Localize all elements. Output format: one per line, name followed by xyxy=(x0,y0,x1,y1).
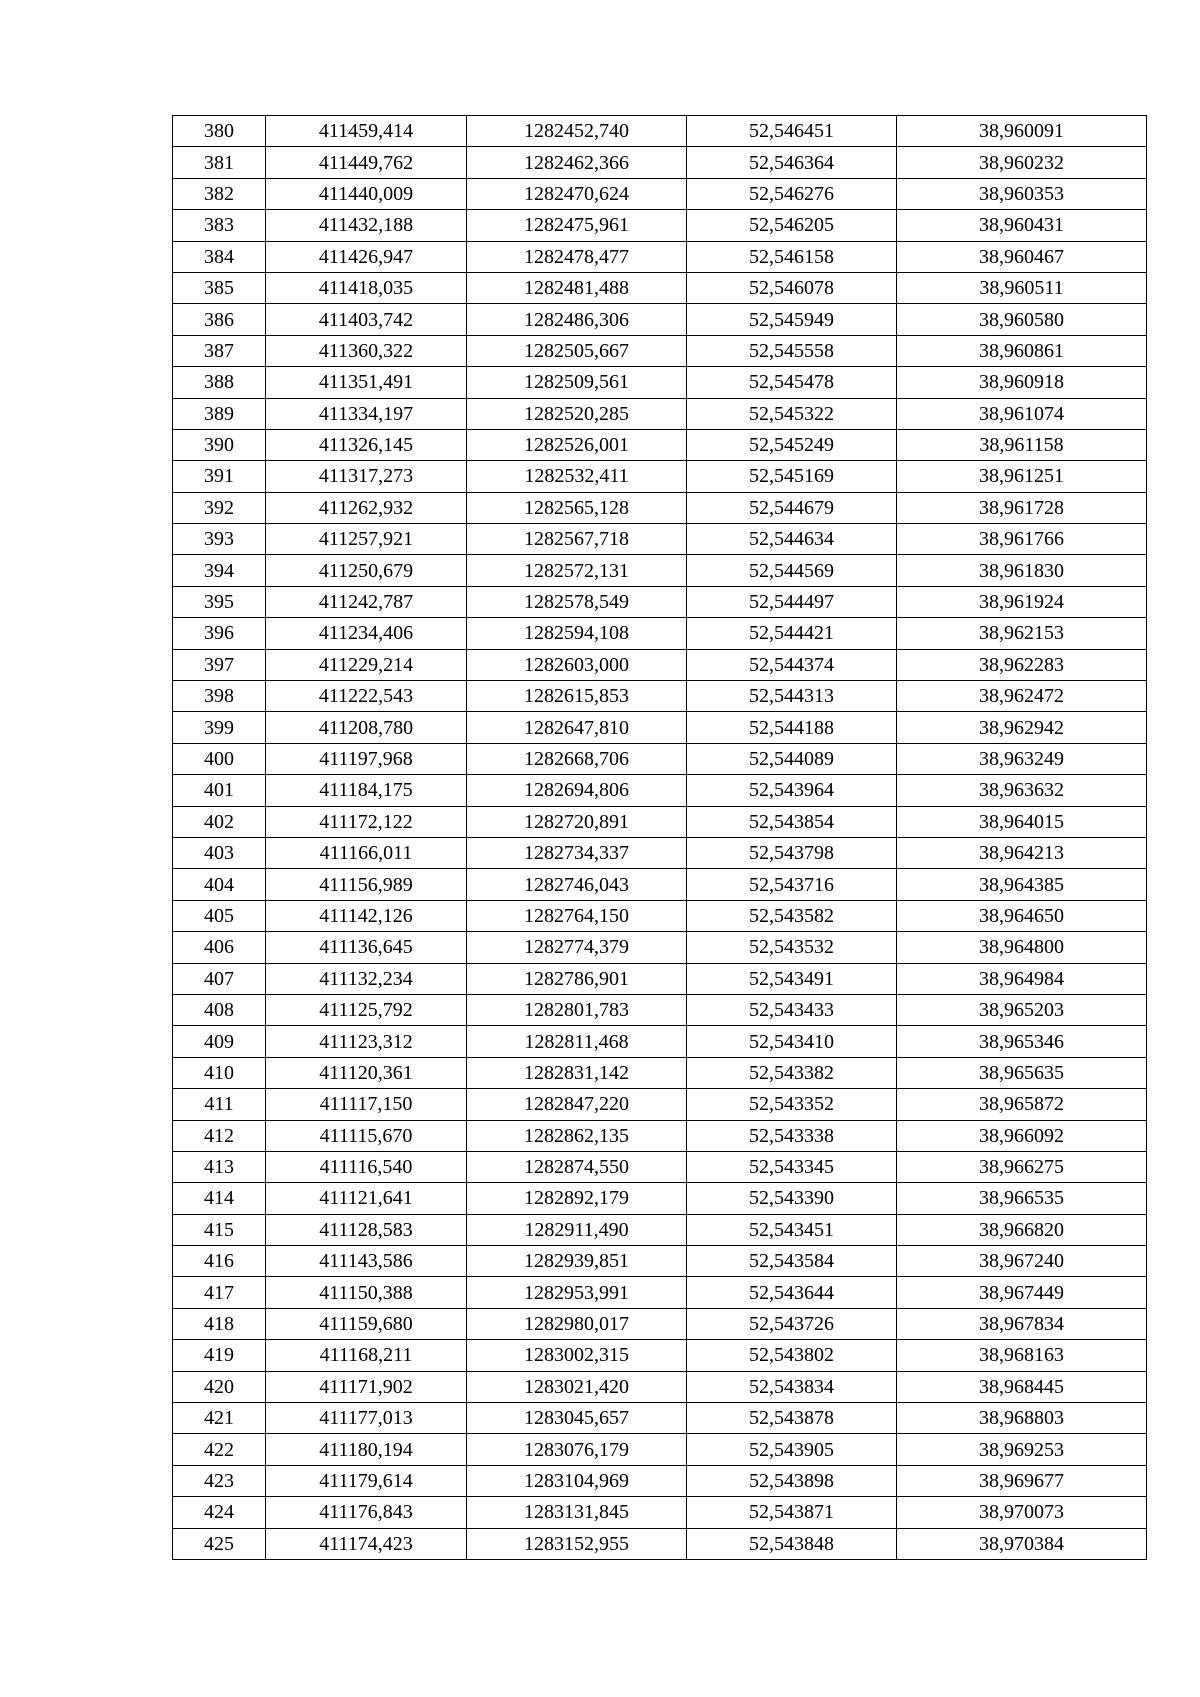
x-coordinate-cell: 411184,175 xyxy=(266,775,467,806)
latitude-cell: 52,544569 xyxy=(687,555,897,586)
y-coordinate-cell: 1282847,220 xyxy=(467,1089,687,1120)
point-number-cell: 418 xyxy=(173,1308,266,1339)
y-coordinate-cell: 1283131,845 xyxy=(467,1497,687,1528)
y-coordinate-cell: 1283021,420 xyxy=(467,1371,687,1402)
latitude-cell: 52,545322 xyxy=(687,398,897,429)
x-coordinate-cell: 411180,194 xyxy=(266,1434,467,1465)
y-coordinate-cell: 1282478,477 xyxy=(467,241,687,272)
latitude-cell: 52,544634 xyxy=(687,524,897,555)
longitude-cell: 38,963249 xyxy=(897,743,1147,774)
point-number-cell: 419 xyxy=(173,1340,266,1371)
y-coordinate-cell: 1282746,043 xyxy=(467,869,687,900)
longitude-cell: 38,964213 xyxy=(897,837,1147,868)
latitude-cell: 52,543433 xyxy=(687,994,897,1025)
longitude-cell: 38,967834 xyxy=(897,1308,1147,1339)
x-coordinate-cell: 411177,013 xyxy=(266,1403,467,1434)
latitude-cell: 52,545249 xyxy=(687,429,897,460)
latitude-cell: 52,543582 xyxy=(687,900,897,931)
table-row xyxy=(173,335,1147,366)
longitude-cell: 38,961074 xyxy=(897,398,1147,429)
longitude-cell: 38,964650 xyxy=(897,900,1147,931)
latitude-cell: 52,544679 xyxy=(687,492,897,523)
latitude-cell: 52,545478 xyxy=(687,367,897,398)
table-row xyxy=(173,461,1147,492)
x-coordinate-cell: 411172,122 xyxy=(266,806,467,837)
y-coordinate-cell: 1282532,411 xyxy=(467,461,687,492)
y-coordinate-cell: 1282911,490 xyxy=(467,1214,687,1245)
table-row xyxy=(173,524,1147,555)
table-row xyxy=(173,429,1147,460)
point-number-cell: 398 xyxy=(173,681,266,712)
table-row xyxy=(173,900,1147,931)
x-coordinate-cell: 411168,211 xyxy=(266,1340,467,1371)
table-row xyxy=(173,1434,1147,1465)
table-row xyxy=(173,241,1147,272)
x-coordinate-cell: 411123,312 xyxy=(266,1026,467,1057)
point-number-cell: 397 xyxy=(173,649,266,680)
x-coordinate-cell: 411449,762 xyxy=(266,147,467,178)
point-number-cell: 410 xyxy=(173,1057,266,1088)
point-number-cell: 409 xyxy=(173,1026,266,1057)
x-coordinate-cell: 411159,680 xyxy=(266,1308,467,1339)
point-number-cell: 405 xyxy=(173,900,266,931)
y-coordinate-cell: 1282505,667 xyxy=(467,335,687,366)
table-row xyxy=(173,367,1147,398)
x-coordinate-cell: 411150,388 xyxy=(266,1277,467,1308)
x-coordinate-cell: 411120,361 xyxy=(266,1057,467,1088)
y-coordinate-cell: 1282470,624 xyxy=(467,178,687,209)
latitude-cell: 52,546364 xyxy=(687,147,897,178)
x-coordinate-cell: 411250,679 xyxy=(266,555,467,586)
longitude-cell: 38,961830 xyxy=(897,555,1147,586)
table-row xyxy=(173,649,1147,680)
point-number-cell: 394 xyxy=(173,555,266,586)
longitude-cell: 38,967449 xyxy=(897,1277,1147,1308)
latitude-cell: 52,543716 xyxy=(687,869,897,900)
y-coordinate-cell: 1282764,150 xyxy=(467,900,687,931)
point-number-cell: 386 xyxy=(173,304,266,335)
y-coordinate-cell: 1282452,740 xyxy=(467,116,687,147)
longitude-cell: 38,960918 xyxy=(897,367,1147,398)
table-row xyxy=(173,994,1147,1025)
longitude-cell: 38,965635 xyxy=(897,1057,1147,1088)
table-row xyxy=(173,1214,1147,1245)
longitude-cell: 38,965346 xyxy=(897,1026,1147,1057)
latitude-cell: 52,543802 xyxy=(687,1340,897,1371)
longitude-cell: 38,969677 xyxy=(897,1465,1147,1496)
point-number-cell: 401 xyxy=(173,775,266,806)
table-row xyxy=(173,712,1147,743)
y-coordinate-cell: 1282831,142 xyxy=(467,1057,687,1088)
longitude-cell: 38,968803 xyxy=(897,1403,1147,1434)
table-row xyxy=(173,1371,1147,1402)
latitude-cell: 52,543390 xyxy=(687,1183,897,1214)
point-number-cell: 380 xyxy=(173,116,266,147)
y-coordinate-cell: 1282892,179 xyxy=(467,1183,687,1214)
latitude-cell: 52,544089 xyxy=(687,743,897,774)
latitude-cell: 52,543644 xyxy=(687,1277,897,1308)
point-number-cell: 408 xyxy=(173,994,266,1025)
latitude-cell: 52,543345 xyxy=(687,1151,897,1182)
table-row xyxy=(173,1151,1147,1182)
point-number-cell: 395 xyxy=(173,586,266,617)
point-number-cell: 420 xyxy=(173,1371,266,1402)
latitude-cell: 52,543532 xyxy=(687,932,897,963)
table-row xyxy=(173,837,1147,868)
coordinates-table-body xyxy=(173,116,1147,1560)
y-coordinate-cell: 1283002,315 xyxy=(467,1340,687,1371)
point-number-cell: 425 xyxy=(173,1528,266,1559)
point-number-cell: 424 xyxy=(173,1497,266,1528)
y-coordinate-cell: 1282509,561 xyxy=(467,367,687,398)
table-row xyxy=(173,932,1147,963)
longitude-cell: 38,960431 xyxy=(897,210,1147,241)
table-row xyxy=(173,1277,1147,1308)
point-number-cell: 423 xyxy=(173,1465,266,1496)
x-coordinate-cell: 411166,011 xyxy=(266,837,467,868)
longitude-cell: 38,966535 xyxy=(897,1183,1147,1214)
table-row xyxy=(173,743,1147,774)
y-coordinate-cell: 1282615,853 xyxy=(467,681,687,712)
x-coordinate-cell: 411360,322 xyxy=(266,335,467,366)
x-coordinate-cell: 411432,188 xyxy=(266,210,467,241)
point-number-cell: 400 xyxy=(173,743,266,774)
longitude-cell: 38,964800 xyxy=(897,932,1147,963)
longitude-cell: 38,968445 xyxy=(897,1371,1147,1402)
longitude-cell: 38,961158 xyxy=(897,429,1147,460)
table-row xyxy=(173,272,1147,303)
x-coordinate-cell: 411116,540 xyxy=(266,1151,467,1182)
x-coordinate-cell: 411171,902 xyxy=(266,1371,467,1402)
table-row xyxy=(173,1465,1147,1496)
x-coordinate-cell: 411257,921 xyxy=(266,524,467,555)
latitude-cell: 52,544374 xyxy=(687,649,897,680)
longitude-cell: 38,960511 xyxy=(897,272,1147,303)
x-coordinate-cell: 411128,583 xyxy=(266,1214,467,1245)
table-row xyxy=(173,116,1147,147)
x-coordinate-cell: 411117,150 xyxy=(266,1089,467,1120)
longitude-cell: 38,966092 xyxy=(897,1120,1147,1151)
x-coordinate-cell: 411136,645 xyxy=(266,932,467,963)
point-number-cell: 402 xyxy=(173,806,266,837)
y-coordinate-cell: 1282603,000 xyxy=(467,649,687,680)
coordinates-table xyxy=(172,115,1147,1560)
longitude-cell: 38,962942 xyxy=(897,712,1147,743)
y-coordinate-cell: 1282526,001 xyxy=(467,429,687,460)
longitude-cell: 38,960353 xyxy=(897,178,1147,209)
table-row xyxy=(173,1057,1147,1088)
point-number-cell: 399 xyxy=(173,712,266,743)
longitude-cell: 38,969253 xyxy=(897,1434,1147,1465)
x-coordinate-cell: 411176,843 xyxy=(266,1497,467,1528)
table-row xyxy=(173,1497,1147,1528)
x-coordinate-cell: 411179,614 xyxy=(266,1465,467,1496)
latitude-cell: 52,546158 xyxy=(687,241,897,272)
longitude-cell: 38,964015 xyxy=(897,806,1147,837)
point-number-cell: 388 xyxy=(173,367,266,398)
x-coordinate-cell: 411125,792 xyxy=(266,994,467,1025)
x-coordinate-cell: 411132,234 xyxy=(266,963,467,994)
longitude-cell: 38,961728 xyxy=(897,492,1147,523)
table-row xyxy=(173,492,1147,523)
y-coordinate-cell: 1282874,550 xyxy=(467,1151,687,1182)
y-coordinate-cell: 1282939,851 xyxy=(467,1246,687,1277)
latitude-cell: 52,546205 xyxy=(687,210,897,241)
longitude-cell: 38,960467 xyxy=(897,241,1147,272)
latitude-cell: 52,543834 xyxy=(687,1371,897,1402)
table-row xyxy=(173,1528,1147,1559)
longitude-cell: 38,962472 xyxy=(897,681,1147,712)
y-coordinate-cell: 1282520,285 xyxy=(467,398,687,429)
y-coordinate-cell: 1283076,179 xyxy=(467,1434,687,1465)
latitude-cell: 52,543964 xyxy=(687,775,897,806)
longitude-cell: 38,964984 xyxy=(897,963,1147,994)
latitude-cell: 52,544313 xyxy=(687,681,897,712)
table-row xyxy=(173,1026,1147,1057)
latitude-cell: 52,543905 xyxy=(687,1434,897,1465)
latitude-cell: 52,543798 xyxy=(687,837,897,868)
longitude-cell: 38,962283 xyxy=(897,649,1147,680)
latitude-cell: 52,545558 xyxy=(687,335,897,366)
x-coordinate-cell: 411142,126 xyxy=(266,900,467,931)
y-coordinate-cell: 1283152,955 xyxy=(467,1528,687,1559)
longitude-cell: 38,960091 xyxy=(897,116,1147,147)
latitude-cell: 52,543878 xyxy=(687,1403,897,1434)
point-number-cell: 414 xyxy=(173,1183,266,1214)
table-row xyxy=(173,147,1147,178)
point-number-cell: 421 xyxy=(173,1403,266,1434)
latitude-cell: 52,545169 xyxy=(687,461,897,492)
latitude-cell: 52,546451 xyxy=(687,116,897,147)
table-row xyxy=(173,178,1147,209)
x-coordinate-cell: 411326,145 xyxy=(266,429,467,460)
point-number-cell: 387 xyxy=(173,335,266,366)
table-row xyxy=(173,1403,1147,1434)
latitude-cell: 52,543871 xyxy=(687,1497,897,1528)
x-coordinate-cell: 411459,414 xyxy=(266,116,467,147)
y-coordinate-cell: 1282475,961 xyxy=(467,210,687,241)
table-row xyxy=(173,775,1147,806)
table-row xyxy=(173,618,1147,649)
y-coordinate-cell: 1282980,017 xyxy=(467,1308,687,1339)
y-coordinate-cell: 1282572,131 xyxy=(467,555,687,586)
x-coordinate-cell: 411174,423 xyxy=(266,1528,467,1559)
longitude-cell: 38,960232 xyxy=(897,147,1147,178)
x-coordinate-cell: 411418,035 xyxy=(266,272,467,303)
latitude-cell: 52,543854 xyxy=(687,806,897,837)
point-number-cell: 412 xyxy=(173,1120,266,1151)
x-coordinate-cell: 411197,968 xyxy=(266,743,467,774)
point-number-cell: 392 xyxy=(173,492,266,523)
y-coordinate-cell: 1282734,337 xyxy=(467,837,687,868)
x-coordinate-cell: 411234,406 xyxy=(266,618,467,649)
point-number-cell: 413 xyxy=(173,1151,266,1182)
latitude-cell: 52,544188 xyxy=(687,712,897,743)
y-coordinate-cell: 1282811,468 xyxy=(467,1026,687,1057)
latitude-cell: 52,543382 xyxy=(687,1057,897,1088)
table-row xyxy=(173,963,1147,994)
table-row xyxy=(173,304,1147,335)
point-number-cell: 415 xyxy=(173,1214,266,1245)
point-number-cell: 396 xyxy=(173,618,266,649)
latitude-cell: 52,546078 xyxy=(687,272,897,303)
point-number-cell: 382 xyxy=(173,178,266,209)
latitude-cell: 52,543352 xyxy=(687,1089,897,1120)
point-number-cell: 417 xyxy=(173,1277,266,1308)
x-coordinate-cell: 411403,742 xyxy=(266,304,467,335)
latitude-cell: 52,543491 xyxy=(687,963,897,994)
point-number-cell: 416 xyxy=(173,1246,266,1277)
y-coordinate-cell: 1282953,991 xyxy=(467,1277,687,1308)
y-coordinate-cell: 1282486,306 xyxy=(467,304,687,335)
y-coordinate-cell: 1282862,135 xyxy=(467,1120,687,1151)
y-coordinate-cell: 1282694,806 xyxy=(467,775,687,806)
longitude-cell: 38,965872 xyxy=(897,1089,1147,1120)
point-number-cell: 393 xyxy=(173,524,266,555)
longitude-cell: 38,967240 xyxy=(897,1246,1147,1277)
point-number-cell: 389 xyxy=(173,398,266,429)
y-coordinate-cell: 1282462,366 xyxy=(467,147,687,178)
longitude-cell: 38,964385 xyxy=(897,869,1147,900)
x-coordinate-cell: 411426,947 xyxy=(266,241,467,272)
x-coordinate-cell: 411229,214 xyxy=(266,649,467,680)
point-number-cell: 385 xyxy=(173,272,266,303)
x-coordinate-cell: 411121,641 xyxy=(266,1183,467,1214)
longitude-cell: 38,962153 xyxy=(897,618,1147,649)
x-coordinate-cell: 411351,491 xyxy=(266,367,467,398)
point-number-cell: 381 xyxy=(173,147,266,178)
longitude-cell: 38,961766 xyxy=(897,524,1147,555)
point-number-cell: 422 xyxy=(173,1434,266,1465)
table-row xyxy=(173,1183,1147,1214)
y-coordinate-cell: 1282647,810 xyxy=(467,712,687,743)
table-row xyxy=(173,1340,1147,1371)
latitude-cell: 52,543410 xyxy=(687,1026,897,1057)
x-coordinate-cell: 411317,273 xyxy=(266,461,467,492)
point-number-cell: 391 xyxy=(173,461,266,492)
y-coordinate-cell: 1282567,718 xyxy=(467,524,687,555)
x-coordinate-cell: 411262,932 xyxy=(266,492,467,523)
point-number-cell: 390 xyxy=(173,429,266,460)
y-coordinate-cell: 1282720,891 xyxy=(467,806,687,837)
table-row xyxy=(173,869,1147,900)
x-coordinate-cell: 411334,197 xyxy=(266,398,467,429)
point-number-cell: 383 xyxy=(173,210,266,241)
y-coordinate-cell: 1282668,706 xyxy=(467,743,687,774)
x-coordinate-cell: 411208,780 xyxy=(266,712,467,743)
x-coordinate-cell: 411156,989 xyxy=(266,869,467,900)
y-coordinate-cell: 1282578,549 xyxy=(467,586,687,617)
longitude-cell: 38,961251 xyxy=(897,461,1147,492)
longitude-cell: 38,968163 xyxy=(897,1340,1147,1371)
latitude-cell: 52,543726 xyxy=(687,1308,897,1339)
longitude-cell: 38,966820 xyxy=(897,1214,1147,1245)
table-row xyxy=(173,681,1147,712)
x-coordinate-cell: 411242,787 xyxy=(266,586,467,617)
x-coordinate-cell: 411143,586 xyxy=(266,1246,467,1277)
latitude-cell: 52,543451 xyxy=(687,1214,897,1245)
x-coordinate-cell: 411440,009 xyxy=(266,178,467,209)
latitude-cell: 52,543898 xyxy=(687,1465,897,1496)
latitude-cell: 52,545949 xyxy=(687,304,897,335)
y-coordinate-cell: 1283045,657 xyxy=(467,1403,687,1434)
point-number-cell: 411 xyxy=(173,1089,266,1120)
longitude-cell: 38,965203 xyxy=(897,994,1147,1025)
y-coordinate-cell: 1282786,901 xyxy=(467,963,687,994)
latitude-cell: 52,543584 xyxy=(687,1246,897,1277)
table-row xyxy=(173,555,1147,586)
point-number-cell: 384 xyxy=(173,241,266,272)
latitude-cell: 52,543338 xyxy=(687,1120,897,1151)
y-coordinate-cell: 1282594,108 xyxy=(467,618,687,649)
y-coordinate-cell: 1283104,969 xyxy=(467,1465,687,1496)
y-coordinate-cell: 1282801,783 xyxy=(467,994,687,1025)
table-row xyxy=(173,1089,1147,1120)
longitude-cell: 38,966275 xyxy=(897,1151,1147,1182)
table-row xyxy=(173,586,1147,617)
longitude-cell: 38,961924 xyxy=(897,586,1147,617)
point-number-cell: 407 xyxy=(173,963,266,994)
x-coordinate-cell: 411115,670 xyxy=(266,1120,467,1151)
point-number-cell: 404 xyxy=(173,869,266,900)
latitude-cell: 52,546276 xyxy=(687,178,897,209)
y-coordinate-cell: 1282774,379 xyxy=(467,932,687,963)
table-row xyxy=(173,398,1147,429)
latitude-cell: 52,544497 xyxy=(687,586,897,617)
table-row xyxy=(173,1120,1147,1151)
longitude-cell: 38,963632 xyxy=(897,775,1147,806)
longitude-cell: 38,970384 xyxy=(897,1528,1147,1559)
y-coordinate-cell: 1282565,128 xyxy=(467,492,687,523)
longitude-cell: 38,960861 xyxy=(897,335,1147,366)
longitude-cell: 38,960580 xyxy=(897,304,1147,335)
table-row xyxy=(173,806,1147,837)
table-row xyxy=(173,210,1147,241)
latitude-cell: 52,543848 xyxy=(687,1528,897,1559)
y-coordinate-cell: 1282481,488 xyxy=(467,272,687,303)
point-number-cell: 406 xyxy=(173,932,266,963)
latitude-cell: 52,544421 xyxy=(687,618,897,649)
table-row xyxy=(173,1308,1147,1339)
longitude-cell: 38,970073 xyxy=(897,1497,1147,1528)
table-row xyxy=(173,1246,1147,1277)
point-number-cell: 403 xyxy=(173,837,266,868)
x-coordinate-cell: 411222,543 xyxy=(266,681,467,712)
